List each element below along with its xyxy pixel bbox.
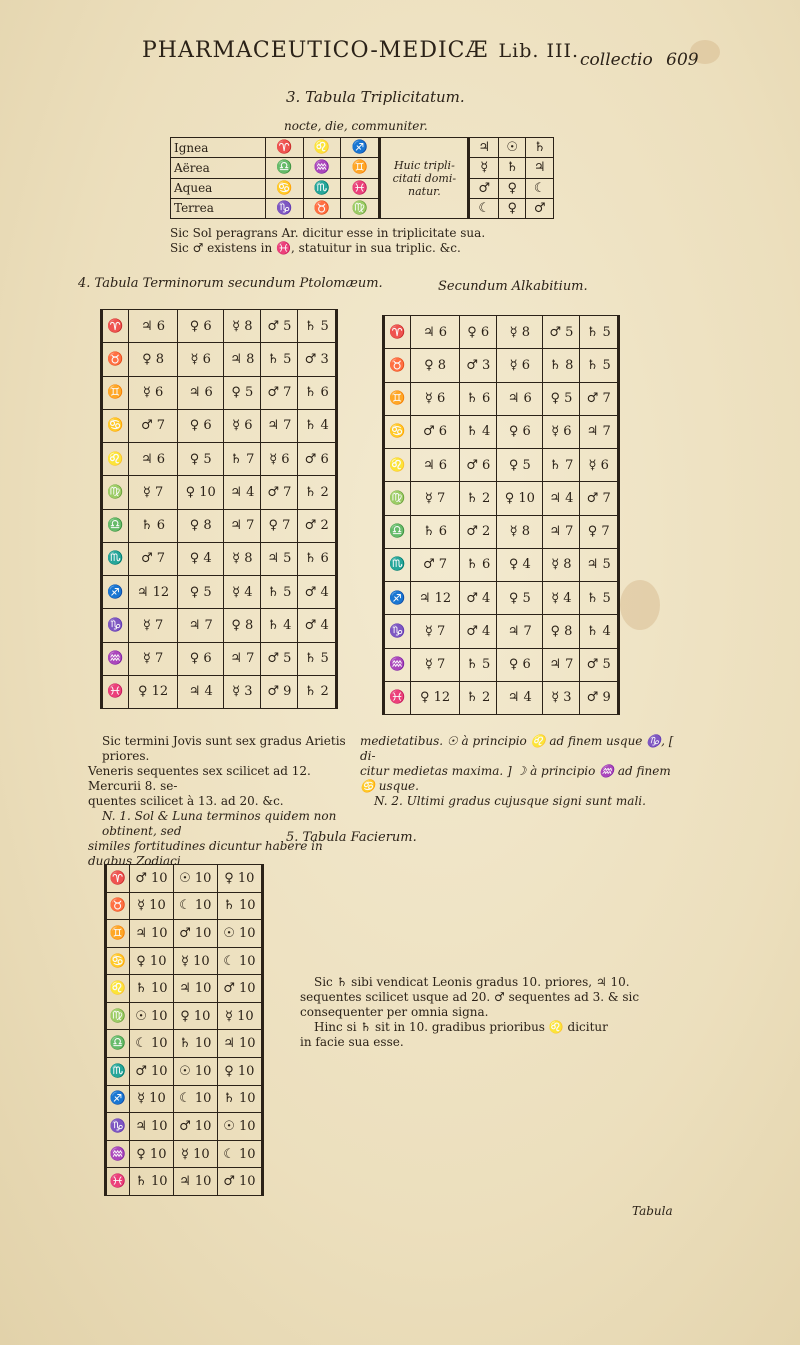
planet-degree-cell: ♂ 10	[173, 1113, 217, 1141]
t5-line-1: Sic ♄ sibi vendicat Leonis gradus 10. priores, ♃ 10.	[314, 975, 630, 989]
planet-degree-cell: ♀ 5	[178, 576, 224, 609]
planet-degree-cell: ☾ 10	[173, 892, 217, 920]
header-collectio: collectio	[580, 50, 653, 70]
planet-degree-cell: ♃ 7	[543, 515, 580, 548]
t4-line-1: Sic termini Jovis sunt sex gradus Arietis priores.	[102, 734, 346, 763]
header-right	[580, 50, 699, 70]
faces-row	[106, 1140, 263, 1168]
triplicities-table	[170, 137, 554, 219]
terms-row	[102, 376, 337, 409]
sign-cell: ♊	[384, 382, 411, 415]
sign-cell: ♒	[384, 648, 411, 681]
planet-degree-cell: ☿ 7	[410, 482, 459, 515]
planet-degree-cell: ♃ 4	[224, 476, 261, 509]
planet-degree-cell: ♄ 5	[298, 642, 337, 675]
t3-row	[171, 178, 554, 198]
planet-degree-cell: ♃ 7	[580, 415, 619, 448]
planet-degree-cell: ☾ 10	[217, 947, 262, 975]
faces-row	[106, 1085, 263, 1113]
planet-degree-cell: ♄ 2	[298, 675, 337, 708]
planet-degree-cell: ☿ 10	[173, 947, 217, 975]
sign-cell: ♈	[102, 310, 129, 343]
planet-degree-cell: ♀ 6	[497, 415, 543, 448]
planet-degree-cell: ♄ 7	[543, 449, 580, 482]
terms-row	[384, 415, 619, 448]
planet-degree-cell: ♃ 6	[178, 376, 224, 409]
terms-row	[384, 548, 619, 581]
sign-cell: ♎	[106, 1030, 130, 1058]
planet-degree-cell: ♄ 2	[460, 681, 497, 714]
sign-cell: ♌	[106, 975, 130, 1003]
sign-cell: ♊	[340, 158, 379, 178]
terms-row	[102, 542, 337, 575]
planet-degree-cell: ♃ 4	[497, 681, 543, 714]
header-title: PHARMACEUTICO-MEDICÆ	[142, 38, 489, 63]
t3-note-2: Sic ♂ existens in ♓, statuitur in sua triplic. &c.	[170, 241, 461, 255]
element-name: Ignea	[171, 138, 266, 158]
planet-degree-cell: ♃ 8	[224, 343, 261, 376]
planet-degree-cell: ♀ 5	[224, 376, 261, 409]
planet-degree-cell: ♀ 5	[497, 449, 543, 482]
sign-cell: ♓	[102, 675, 129, 708]
planet-degree-cell: ♀ 10	[178, 476, 224, 509]
ruler-cell: ♄	[526, 138, 554, 158]
ruler-cell: ♂	[469, 178, 499, 198]
sign-cell: ♑	[384, 615, 411, 648]
planet-degree-cell: ♀ 8	[410, 349, 459, 382]
sign-cell: ♎	[384, 515, 411, 548]
header-book: Lib. III.	[498, 40, 580, 62]
t4-line-7: citur medietas maxima. ] ☽ à principio ♒ ad finem	[360, 764, 671, 778]
planet-degree-cell: ♃ 7	[543, 648, 580, 681]
planet-degree-cell: ♂ 3	[460, 349, 497, 382]
planet-degree-cell: ♃ 12	[410, 582, 459, 615]
sign-cell: ♒	[303, 158, 340, 178]
planet-degree-cell: ♀ 10	[173, 1002, 217, 1030]
sign-cell: ♏	[106, 1058, 130, 1086]
planet-degree-cell: ♀ 6	[460, 316, 497, 349]
planet-degree-cell: ☉ 10	[173, 865, 217, 893]
sign-cell: ♓	[384, 681, 411, 714]
sign-cell: ♎	[266, 158, 303, 178]
element-name: Aërea	[171, 158, 266, 178]
planet-degree-cell: ♂ 5	[261, 642, 298, 675]
planet-degree-cell: ☿ 6	[224, 409, 261, 442]
sign-cell: ♏	[102, 542, 129, 575]
t4-line-3: quentes scilicet à 13. ad 20. &c.	[88, 794, 284, 808]
sign-cell: ♌	[102, 443, 129, 476]
planet-degree-cell: ♂ 10	[129, 1058, 173, 1086]
terms-row	[384, 316, 619, 349]
terms-alkabitius-table	[382, 315, 620, 715]
sign-cell: ♉	[303, 198, 340, 218]
planet-degree-cell: ☿ 7	[410, 648, 459, 681]
terms-row	[384, 349, 619, 382]
planet-degree-cell: ♂ 6	[298, 443, 337, 476]
t3-row	[171, 138, 554, 158]
planet-degree-cell: ☉ 10	[173, 1058, 217, 1086]
planet-degree-cell: ☾ 10	[217, 1140, 262, 1168]
planet-degree-cell: ♂ 5	[261, 310, 298, 343]
planet-degree-cell: ♀ 12	[128, 675, 177, 708]
faces-row	[106, 1030, 263, 1058]
planet-degree-cell: ♀ 5	[178, 443, 224, 476]
planet-degree-cell: ♄ 4	[298, 409, 337, 442]
terms-row	[102, 642, 337, 675]
terms-row	[102, 310, 337, 343]
ruler-cell: ♃	[526, 158, 554, 178]
planet-degree-cell: ♀ 4	[497, 548, 543, 581]
faces-row	[106, 1168, 263, 1196]
planet-degree-cell: ♃ 6	[128, 443, 177, 476]
planet-degree-cell: ☿ 8	[224, 310, 261, 343]
planet-degree-cell: ☿ 6	[128, 376, 177, 409]
planet-degree-cell: ♀ 6	[178, 642, 224, 675]
sign-cell: ♋	[384, 415, 411, 448]
terms-row	[384, 648, 619, 681]
terms-row	[384, 582, 619, 615]
planet-degree-cell: ♃ 7	[261, 409, 298, 442]
t5-title: 5. Tabula Facierum.	[286, 830, 417, 845]
planet-degree-cell: ♄ 5	[460, 648, 497, 681]
planet-degree-cell: ☿ 6	[410, 382, 459, 415]
faces-row	[106, 1002, 263, 1030]
planet-degree-cell: ♃ 10	[217, 1030, 262, 1058]
sign-cell: ♊	[102, 376, 129, 409]
planet-degree-cell: ♀ 7	[261, 509, 298, 542]
planet-degree-cell: ♀ 6	[497, 648, 543, 681]
sign-cell: ♉	[102, 343, 129, 376]
faces-row	[106, 920, 263, 948]
planet-degree-cell: ♂ 10	[217, 975, 262, 1003]
sign-cell: ♐	[106, 1085, 130, 1113]
terms-row	[384, 382, 619, 415]
sign-cell: ♒	[102, 642, 129, 675]
sign-cell: ♋	[102, 409, 129, 442]
planet-degree-cell: ♃ 6	[410, 449, 459, 482]
terms-row	[102, 675, 337, 708]
sign-cell: ♈	[266, 138, 303, 158]
planet-degree-cell: ♀ 4	[178, 542, 224, 575]
planet-degree-cell: ♄ 7	[224, 443, 261, 476]
planet-degree-cell: ♂ 6	[460, 449, 497, 482]
faces-row	[106, 1058, 263, 1086]
planet-degree-cell: ♀ 5	[543, 382, 580, 415]
t5-line-5: in facie sua esse.	[300, 1035, 404, 1049]
planet-degree-cell: ☿ 7	[128, 642, 177, 675]
t3-subtitle: nocte, die, communiter.	[284, 119, 428, 133]
t4-title-left: 4. Tabula Terminorum secundum Ptolomæum.	[78, 276, 383, 291]
t5-line-4: Hinc si ♄ sit in 10. gradibus prioribus ♌ dicitur	[314, 1020, 608, 1034]
planet-degree-cell: ☿ 7	[128, 609, 177, 642]
sign-cell: ♑	[102, 609, 129, 642]
sign-cell: ♉	[106, 892, 130, 920]
planet-degree-cell: ☿ 8	[543, 548, 580, 581]
element-name: Aquea	[171, 178, 266, 198]
planet-degree-cell: ☾ 10	[173, 1085, 217, 1113]
planet-degree-cell: ♂ 7	[580, 382, 619, 415]
t4-line-2: Veneris sequentes sex scilicet ad 12. Mercurii 8. se-	[88, 764, 311, 793]
planet-degree-cell: ♃ 4	[178, 675, 224, 708]
planet-degree-cell: ♄ 6	[460, 382, 497, 415]
ruler-cell: ☉	[499, 138, 526, 158]
planet-degree-cell: ☿ 10	[129, 1085, 173, 1113]
planet-degree-cell: ♄ 10	[173, 1030, 217, 1058]
running-header	[142, 38, 579, 63]
planet-degree-cell: ☿ 4	[543, 582, 580, 615]
sign-cell: ♍	[102, 476, 129, 509]
planet-degree-cell: ♂ 5	[580, 648, 619, 681]
planet-degree-cell: ♀ 8	[178, 509, 224, 542]
planet-degree-cell: ☉ 10	[129, 1002, 173, 1030]
planet-degree-cell: ♃ 5	[261, 542, 298, 575]
sign-cell: ♓	[340, 178, 379, 198]
t4-line-4: N. 1. Sol & Luna terminos quidem non obtinent, sed	[102, 809, 337, 838]
terms-row	[102, 443, 337, 476]
ruler-cell: ♃	[469, 138, 499, 158]
sign-cell: ♏	[384, 548, 411, 581]
planet-degree-cell: ♂ 9	[580, 681, 619, 714]
planet-degree-cell: ☿ 6	[543, 415, 580, 448]
planet-degree-cell: ♄ 6	[298, 376, 337, 409]
planet-degree-cell: ♂ 4	[298, 576, 337, 609]
t4-text-right	[360, 734, 680, 809]
planet-degree-cell: ♄ 2	[298, 476, 337, 509]
sign-cell: ♉	[384, 349, 411, 382]
planet-degree-cell: ♃ 7	[178, 609, 224, 642]
planet-degree-cell: ♄ 4	[261, 609, 298, 642]
planet-degree-cell: ♄ 6	[410, 515, 459, 548]
planet-degree-cell: ♀ 10	[217, 1058, 262, 1086]
sign-cell: ♍	[384, 482, 411, 515]
planet-degree-cell: ☿ 3	[224, 675, 261, 708]
t3-title: 3. Tabula Triplicitatum.	[286, 88, 465, 106]
planet-degree-cell: ♄ 2	[460, 482, 497, 515]
terms-row	[102, 476, 337, 509]
faces-row	[106, 865, 263, 893]
planet-degree-cell: ☿ 3	[543, 681, 580, 714]
sign-cell: ♋	[266, 178, 303, 198]
planet-degree-cell: ☿ 6	[261, 443, 298, 476]
planet-degree-cell: ♄ 10	[217, 1085, 262, 1113]
planet-degree-cell: ♃ 4	[543, 482, 580, 515]
planet-degree-cell: ♂ 7	[128, 542, 177, 575]
planet-degree-cell: ♂ 4	[298, 609, 337, 642]
planet-degree-cell: ♄ 5	[580, 582, 619, 615]
planet-degree-cell: ♄ 10	[129, 975, 173, 1003]
sign-cell: ♎	[102, 509, 129, 542]
t5-line-2: sequentes scilicet usque ad 20. ♂ sequentes ad 3. & sic	[300, 990, 640, 1004]
planet-degree-cell: ♄ 5	[298, 310, 337, 343]
t4-line-5: similes fortitudines dicuntur habere in duabus Zodiaci	[88, 839, 323, 868]
planet-degree-cell: ♀ 10	[497, 482, 543, 515]
planet-degree-cell: ♀ 8	[224, 609, 261, 642]
planet-degree-cell: ♃ 6	[128, 310, 177, 343]
ruler-cell: ♄	[499, 158, 526, 178]
planet-degree-cell: ♂ 7	[261, 376, 298, 409]
sign-cell: ♈	[106, 865, 130, 893]
terms-row	[384, 615, 619, 648]
terms-ptolemy-table	[100, 309, 338, 709]
t3-ruler-caption: Huic tripli-citati domi-natur.	[380, 138, 469, 219]
planet-degree-cell: ♃ 10	[129, 920, 173, 948]
planet-degree-cell: ♂ 9	[261, 675, 298, 708]
planet-degree-cell: ♃ 7	[224, 642, 261, 675]
t5-line-3: consequenter per omnia signa.	[300, 1005, 489, 1019]
ruler-cell: ♂	[526, 198, 554, 218]
planet-degree-cell: ♄ 5	[580, 349, 619, 382]
planet-degree-cell: ☉ 10	[217, 920, 262, 948]
planet-degree-cell: ♄ 4	[580, 615, 619, 648]
planet-degree-cell: ♃ 7	[224, 509, 261, 542]
planet-degree-cell: ♄ 5	[580, 316, 619, 349]
planet-degree-cell: ☿ 4	[224, 576, 261, 609]
planet-degree-cell: ♂ 10	[217, 1168, 262, 1196]
sign-cell: ♒	[106, 1140, 130, 1168]
faces-table	[104, 864, 264, 1196]
planet-degree-cell: ♂ 5	[543, 316, 580, 349]
sign-cell: ♍	[106, 1002, 130, 1030]
planet-degree-cell: ☿ 6	[178, 343, 224, 376]
planet-degree-cell: ♀ 8	[543, 615, 580, 648]
planet-degree-cell: ♀ 6	[178, 409, 224, 442]
planet-degree-cell: ☿ 7	[410, 615, 459, 648]
ruler-cell: ☾	[526, 178, 554, 198]
element-name: Terrea	[171, 198, 266, 218]
terms-row	[102, 576, 337, 609]
ruler-cell: ♀	[499, 198, 526, 218]
t4-title-right: Secundum Alkabitium.	[438, 279, 588, 294]
planet-degree-cell: ♂ 7	[580, 482, 619, 515]
sign-cell: ♓	[106, 1168, 130, 1196]
planet-degree-cell: ♄ 4	[460, 415, 497, 448]
planet-degree-cell: ♂ 4	[460, 582, 497, 615]
planet-degree-cell: ♄ 6	[128, 509, 177, 542]
planet-degree-cell: ♃ 6	[410, 316, 459, 349]
sign-cell: ♈	[384, 316, 411, 349]
terms-row	[102, 609, 337, 642]
planet-degree-cell: ☿ 10	[129, 892, 173, 920]
sign-cell: ♐	[102, 576, 129, 609]
planet-degree-cell: ♀ 7	[580, 515, 619, 548]
planet-degree-cell: ☾ 10	[129, 1030, 173, 1058]
planet-degree-cell: ☿ 8	[224, 542, 261, 575]
planet-degree-cell: ♂ 10	[129, 865, 173, 893]
planet-degree-cell: ☿ 8	[497, 515, 543, 548]
planet-degree-cell: ♄ 10	[129, 1168, 173, 1196]
planet-degree-cell: ♃ 10	[129, 1113, 173, 1141]
planet-degree-cell: ♂ 2	[298, 509, 337, 542]
faces-row	[106, 975, 263, 1003]
planet-degree-cell: ♄ 6	[298, 542, 337, 575]
planet-degree-cell: ♃ 10	[173, 975, 217, 1003]
planet-degree-cell: ♀ 6	[178, 310, 224, 343]
planet-degree-cell: ♄ 5	[261, 576, 298, 609]
terms-row	[384, 482, 619, 515]
ruler-cell: ☿	[469, 158, 499, 178]
planet-degree-cell: ☿ 8	[497, 316, 543, 349]
planet-degree-cell: ♀ 10	[129, 947, 173, 975]
planet-degree-cell: ♂ 10	[173, 920, 217, 948]
ruler-cell: ☾	[469, 198, 499, 218]
planet-degree-cell: ☿ 7	[128, 476, 177, 509]
faces-row	[106, 892, 263, 920]
page-number: 609	[666, 50, 699, 70]
planet-degree-cell: ♀ 5	[497, 582, 543, 615]
planet-degree-cell: ♂ 2	[460, 515, 497, 548]
planet-degree-cell: ♃ 12	[128, 576, 177, 609]
planet-degree-cell: ♄ 8	[543, 349, 580, 382]
t3-row	[171, 198, 554, 218]
planet-degree-cell: ♃ 6	[497, 382, 543, 415]
sign-cell: ♏	[303, 178, 340, 198]
catchword: Tabula	[632, 1204, 673, 1218]
t4-line-6: medietatibus. ☉ à principio ♌ ad finem usque ♑, [ di-	[360, 734, 674, 763]
planet-degree-cell: ♂ 3	[298, 343, 337, 376]
terms-row	[384, 681, 619, 714]
terms-row	[384, 449, 619, 482]
t3-row	[171, 158, 554, 178]
planet-degree-cell: ☿ 10	[217, 1002, 262, 1030]
sign-cell: ♍	[340, 198, 379, 218]
planet-degree-cell: ☿ 6	[580, 449, 619, 482]
terms-row	[102, 343, 337, 376]
planet-degree-cell: ♂ 7	[410, 548, 459, 581]
planet-degree-cell: ♂ 4	[460, 615, 497, 648]
planet-degree-cell: ♀ 10	[217, 865, 262, 893]
sign-cell: ♌	[303, 138, 340, 158]
planet-degree-cell: ♀ 8	[128, 343, 177, 376]
faces-row	[106, 947, 263, 975]
planet-degree-cell: ♂ 7	[261, 476, 298, 509]
t3-note-1: Sic Sol peragrans Ar. dicitur esse in triplicitate sua.	[170, 226, 486, 240]
sign-cell: ♑	[106, 1113, 130, 1141]
planet-degree-cell: ☉ 10	[217, 1113, 262, 1141]
sign-cell: ♑	[266, 198, 303, 218]
faces-row	[106, 1113, 263, 1141]
sign-cell: ♌	[384, 449, 411, 482]
terms-row	[102, 409, 337, 442]
planet-degree-cell: ☿ 10	[173, 1140, 217, 1168]
sign-cell: ♐	[340, 138, 379, 158]
t5-text	[300, 975, 660, 1050]
planet-degree-cell: ♄ 6	[460, 548, 497, 581]
sign-cell: ♐	[384, 582, 411, 615]
planet-degree-cell: ☿ 6	[497, 349, 543, 382]
planet-degree-cell: ♂ 6	[410, 415, 459, 448]
terms-row	[102, 509, 337, 542]
planet-degree-cell: ♀ 12	[410, 681, 459, 714]
planet-degree-cell: ♃ 7	[497, 615, 543, 648]
sign-cell: ♊	[106, 920, 130, 948]
ruler-cell: ♀	[499, 178, 526, 198]
t4-line-9: N. 2. Ultimi gradus cujusque signi sunt mali.	[374, 794, 646, 808]
t4-text-left	[88, 734, 348, 869]
sign-cell: ♋	[106, 947, 130, 975]
t4-line-8: ♋ usque.	[360, 779, 419, 793]
terms-row	[384, 515, 619, 548]
planet-degree-cell: ♄ 10	[217, 892, 262, 920]
planet-degree-cell: ♄ 5	[261, 343, 298, 376]
planet-degree-cell: ♂ 7	[128, 409, 177, 442]
planet-degree-cell: ♃ 10	[173, 1168, 217, 1196]
planet-degree-cell: ♃ 5	[580, 548, 619, 581]
planet-degree-cell: ♀ 10	[129, 1140, 173, 1168]
